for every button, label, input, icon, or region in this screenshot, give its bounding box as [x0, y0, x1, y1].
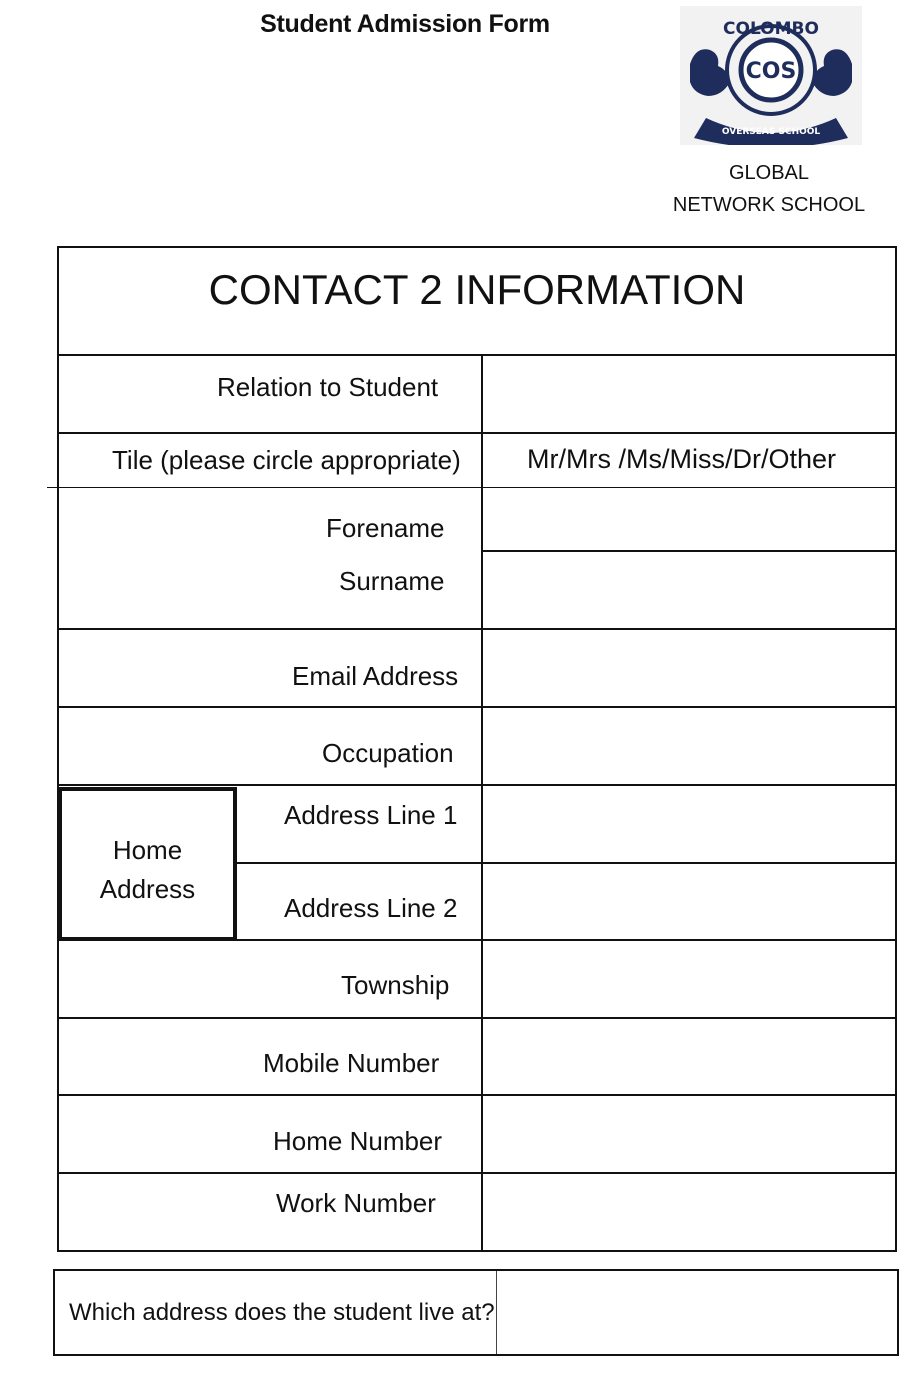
relation-value-cell[interactable] — [483, 356, 897, 432]
address-line2-value-cell[interactable] — [483, 864, 897, 939]
occupation-value-cell[interactable] — [483, 708, 897, 784]
home-number-value-cell[interactable] — [483, 1096, 897, 1172]
form-title: Student Admission Form — [260, 10, 550, 38]
live-address-value-cell[interactable] — [497, 1271, 897, 1354]
logo-center-text: COS — [745, 59, 797, 84]
home-address-box — [59, 787, 237, 941]
forename-label: Forename — [326, 513, 445, 543]
address-line1-label: Address Line 1 — [284, 800, 458, 830]
email-label: Email Address — [292, 661, 459, 691]
title-label: Tile (please circle appropriate) — [112, 445, 461, 475]
township-label: Township — [341, 970, 450, 1000]
address-line2-label: Address Line 2 — [284, 893, 458, 923]
occupation-label: Occupation — [322, 738, 454, 768]
home-number-label: Home Number — [273, 1126, 443, 1156]
school-name-line1: GLOBAL — [728, 162, 810, 184]
surname-label: Surname — [339, 566, 445, 596]
section-title: CONTACT 2 INFORMATION — [208, 266, 746, 313]
home-address-line1: Home — [112, 835, 183, 865]
work-number-label: Work Number — [276, 1188, 436, 1218]
logo-top-text: COLOMBO — [723, 19, 819, 39]
address-line1-value-cell[interactable] — [483, 786, 897, 862]
email-value-cell[interactable] — [483, 630, 897, 706]
forename-value-cell[interactable] — [483, 489, 897, 550]
school-crest-icon — [680, 6, 862, 145]
live-address-table — [53, 1269, 899, 1356]
title-options[interactable]: Mr/Mrs /Ms/Miss/Dr/Other — [527, 444, 836, 474]
surname-value-cell[interactable] — [483, 552, 897, 628]
mobile-value-cell[interactable] — [483, 1019, 897, 1094]
live-address-question: Which address does the student live at? — [69, 1299, 495, 1326]
mobile-label: Mobile Number — [263, 1048, 440, 1078]
work-number-value-cell[interactable] — [483, 1174, 897, 1250]
logo-banner-text: OVERSEAS SCHOOL — [721, 127, 821, 137]
relation-label: Relation to Student — [217, 372, 439, 402]
township-value-cell[interactable] — [483, 941, 897, 1017]
school-name-line2: NETWORK SCHOOL — [672, 194, 866, 216]
home-address-line2: Address — [99, 874, 196, 904]
contact-table — [57, 246, 897, 1252]
school-logo — [680, 6, 862, 145]
